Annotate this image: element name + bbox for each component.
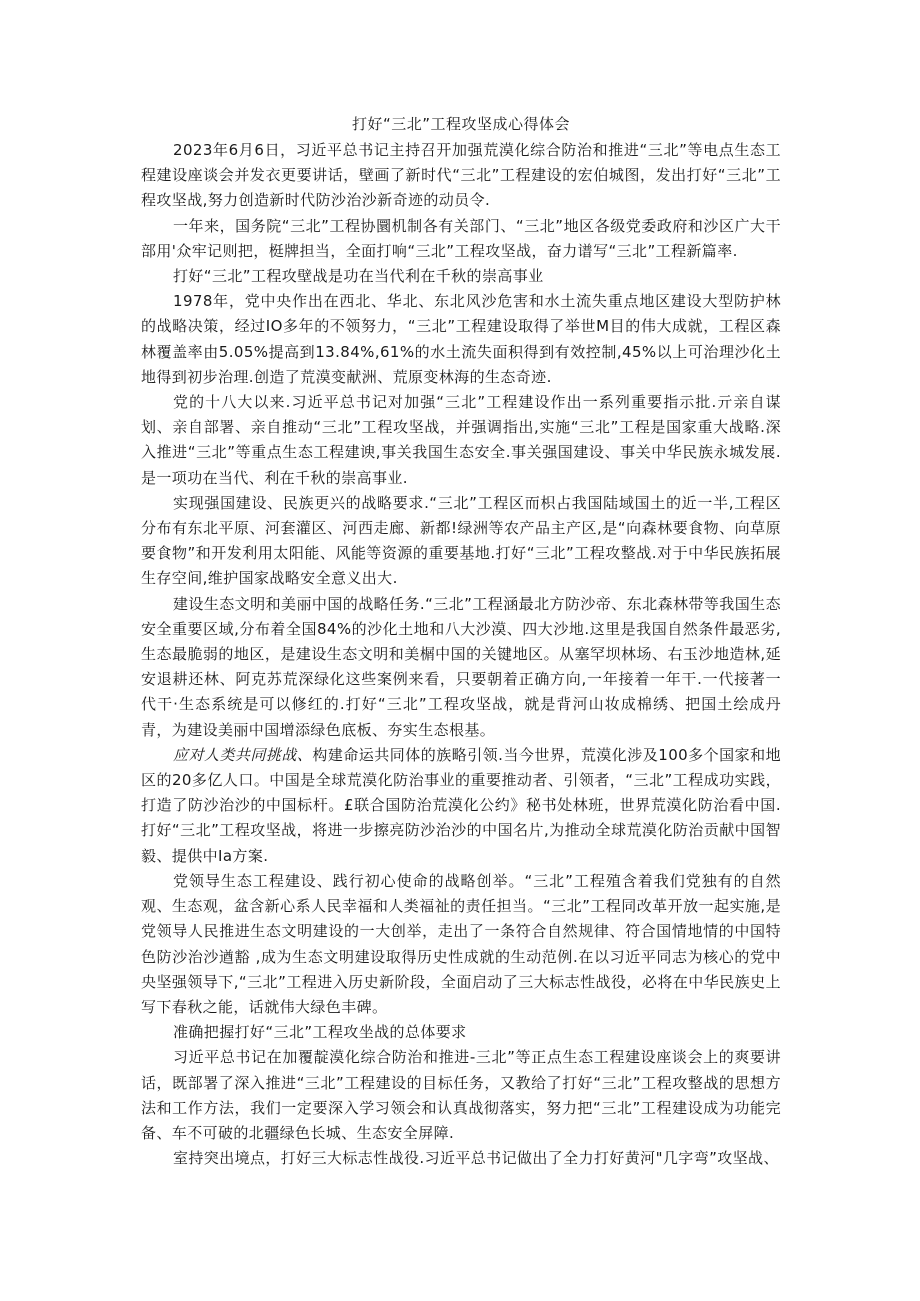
paragraph: 2023年6月6日，习近平总书记主持召开加强荒漠化综合防治和推进“三北”等电点生态工程建设座谈会并发衣更要讲话，壁画了新时代“三北”工程建设的宏伯城图，发出打好“三北”工程攻坚战,努力创造新时代防沙治沙新奇迹的动员令. (141, 141, 781, 210)
paragraph: 1978年，党中央作出在西北、华北、东北风沙危害和水土流失重点地区建设大型防护林的战略决策，经过IO多年的不领努力，“三北”工程建设取得了举世M目的伟大成就，工程区森林覆盖率由5.05%提高到13.84%,61%的水土流失面积得到有效控制,45%以上可治理沙化土地得到初步治理.创造了荒漠变献洲、荒原变林海的生态奇迹. (141, 292, 781, 386)
paragraph: 建设生态文明和美丽中国的战略任务.“三北”工程涵最北方防沙帝、东北森林带等我国生态安全重要区域,分布着全国84%的沙化土地和八大沙漠、四大沙地.这里是我国自然条件最恶劣,生态最脆弱的地区，是建设生态文明和美榍中国的关键地区。从塞罕坝林场、右玉沙地造林,延安退耕还林、阿克苏荒深绿化这些案例来看，只要朝着正确方向,一年接着一年干.一代接著一代干·生态系统是可以修红的.打好“三北”工程攻坚战，就是背河山妆成棉绣、把国土绘成丹青，为建设美丽中国增添绿色底板、夯实生态根基。 (141, 594, 781, 739)
italic-lead-text: 应对人类共同挑战、 (173, 745, 313, 764)
document-body (141, 112, 781, 1171)
paragraph (141, 743, 781, 869)
section-heading: 准确把握打好“三北”工程攻坐战的总体要求 (173, 1023, 467, 1042)
page-title: 打好“三北”工程攻坚成心得体会 (351, 115, 571, 133)
section-heading: 打好“三北”工程攻壁战是功在当代利在千秋的崇高事业 (173, 267, 544, 286)
paragraph: 一年来，国务院“三北”工程协圜机制各有关部门、“三北”地区各级党委政府和沙区广大干部用'众牢记则把，梃牌担当，全面打响“三北”工程攻坚战，奋力谱写“三北”工程新篇率. (141, 216, 781, 260)
paragraph: 党的十八大以来.习近平总书记对加强“三北”工程建设作出一系列重要指示批.亓亲自谋划、亲自部署、亲自推动“三北”工程攻坚战，并强调指出,实施“三北”工程是国家重大战略.深入推进“三北”等重点生态工程建谀,事关我国生态安全.事关强国建设、事关中华民族永城发展.是一项功在当代、利在千秋的崇高事业. (141, 393, 781, 487)
paragraph: 党领导生态工程建设、践行初心使命的战略创举。“三北”工程殖含着我们党独有的自然观、生态观，盆含新心系人民幸福和人类福祉的责任担当。“三北”工程同改革开放一起实施,是党领导人民推进生态文明建设的一大创举，走出了一条符合自然规律、符合国情地情的中国特色防沙治沙遒豁 ,成为生态文明建设取得历史性成就的生动范例.在以习近平同志为核心的党中央坚强领导下,“三北”工程进入历史新阶段，全面启动了三大标志性战役，必将在中华民族史上写下春秋之能，话就伟大绿色丰碑。 (141, 871, 781, 1016)
paragraph: 实现强国建设、民族更兴的战略要求.“三北”工程区而枳占我国陆域国土的近一半,工程区分布有东北平原、河套灌区、河西走廊、新都!绿洲等农产品主产区,是“向森林要食物、向草原要食物”和开发利用太阳能、风能等资源的重要基地.打好“三北”工程攻整战.对于中华民族拓展生存空间,维护国家战略安全意义出大. (141, 493, 781, 588)
paragraph: 习近平总书记在加覆靛漠化综合防治和推进-三北”等正点生态工程建设座谈会上的爽要讲话，既部署了深入推进“三北”工程建设的目标任务，又教给了打好“三北”工程攻整战的思想方法和工作方法，我们一定要深入学习领会和认真战彻落实，努力把“三北”工程建设成为功能完备、车不可破的北疆绿色长城、生态安全屏障. (141, 1048, 781, 1142)
paragraph-text: 构建命运共同体的族略引领.当今世界，荒漠化涉及100多个国家和地区的20多亿人口。中国是全球荒漠化防治事业的重要推动者、引领者，“三北”工程成功实践，打造了防沙治沙的中国标杆。£联合国防治荒漠化公约》秘书处林班，世界荒漠化防治看中国.打好“三北”工程攻坚战，将进一步擦亮防沙治沙的中国名片,为推动全球荒漠化防治贡献中国智毅、提供中Ia方案. (141, 745, 781, 865)
paragraph: 室持突出境点，打好三大标志性战役.习近平总书记做出了全力打好黄河"几字弯”攻坚战、 (173, 1149, 779, 1168)
